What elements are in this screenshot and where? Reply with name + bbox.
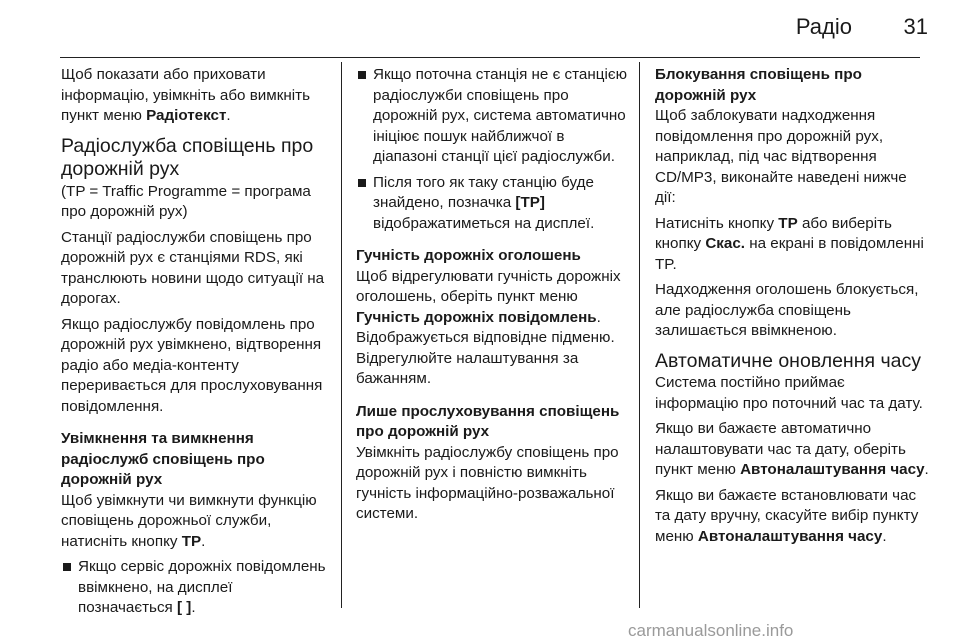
column-1 xyxy=(61,65,331,624)
paragraph-tp-definition: (TP = Traffic Programme = програма про дорожній рух) xyxy=(61,182,311,220)
column-divider-1 xyxy=(341,62,342,608)
paragraph-listen-only: Увімкніть радіослужбу сповіщень про дорожній рух і повністю вимкніть гучність інформаційно-розважальної системи. xyxy=(356,443,619,522)
bullet-square-icon xyxy=(358,71,366,79)
menu-item-auto-time: Автоналаштування часу xyxy=(740,461,925,478)
subheading-traffic-volume: Гучність дорожніх оголошень xyxy=(356,247,581,264)
subheading-block-announcements: Блокування сповіщень про дорожній рух xyxy=(655,66,862,104)
paragraph-rds-stations: Станції радіослужби сповіщень про дорожній рух є станціями RDS, які транслюють новини щодо ситуації на дорогах. xyxy=(61,228,325,307)
paragraph-block-announcements: Щоб заблокувати надходження повідомлення про дорожній рух, наприклад, під час відтворення CD/MP3, виконайте наведені нижче дії: xyxy=(655,107,907,206)
button-ref-tp: TP xyxy=(778,214,798,232)
subheading-listen-only: Лише прослуховування сповіщень про дорожній рух xyxy=(356,402,620,440)
button-ref-cancel: Скас. xyxy=(705,235,746,252)
page-number: 31 xyxy=(903,14,928,39)
display-marker-empty: [ ] xyxy=(176,599,192,616)
section-heading-auto-time: Автоматичне оновлення часу xyxy=(655,349,921,372)
column-2 xyxy=(356,65,628,530)
display-marker-tp: [TP] xyxy=(515,194,545,211)
header-rule xyxy=(60,57,920,58)
column-divider-2 xyxy=(639,62,640,608)
paragraph-traffic-volume: Щоб відрегулювати гучність дорожніх оголошень, оберіть пункт меню Гучність дорожніх повідомлень. Відображується відповідне підменю. Відрегулюйте налаштування за бажанням. xyxy=(356,267,621,387)
bullet-item: Якщо сервіс дорожніх повідомлень ввімкнено, на дисплеї позначається [ ]. xyxy=(61,557,331,619)
subheading-enable-disable: Увімкнення та вимкнення радіослужб сповіщень про дорожній рух xyxy=(61,430,265,488)
paragraph-auto-time: Якщо ви бажаєте автоматично налаштовувати час та дату, оберіть пункт меню Автоналаштування часу. xyxy=(655,420,929,478)
paragraph-radiotext: Щоб показати або приховати інформацію, увімкніть або вимкніть пункт меню Радіотекст. xyxy=(61,66,310,124)
bullet-square-icon xyxy=(358,179,366,187)
bullet-item: Якщо поточна станція не є станцією радіослужби сповіщень про дорожній рух, система автоматично ініціює пошук найближчої в діапазоні станції цієї радіослужби. xyxy=(356,65,628,168)
paragraph-press-tp: Натисніть кнопку TP або виберіть кнопку Скас. на екрані в повідомленні TP. xyxy=(655,214,924,273)
watermark: carmanualsonline.info xyxy=(628,621,794,640)
section-heading-traffic-programme: Радіослужба сповіщень про дорожній рух xyxy=(61,134,314,180)
paragraph-enable-tp: Щоб увімкнути чи вимкнути функцію сповіщень дорожньої служби, натисніть кнопку TP. xyxy=(61,491,317,550)
paragraph-tp-interrupt: Якщо радіослужбу повідомлень про дорожній рух увімкнено, відтворення радіо або медіа-контенту переривається для прослуховування повідомлення. xyxy=(61,315,323,415)
paragraph-time-received: Система постійно приймає інформацію про поточний час та дату. xyxy=(655,374,923,412)
menu-item-radiotext: Радіотекст xyxy=(146,107,227,124)
running-header-title: Радіо xyxy=(795,14,852,39)
bullet-square-icon xyxy=(63,563,71,571)
menu-item-traffic-volume: Гучність дорожніх повідомлень xyxy=(356,308,597,326)
paragraph-manual-time: Якщо ви бажаєте встановлювати час та дату вручну, скасуйте вибір пункту меню Автоналаштування часу. xyxy=(655,486,919,545)
menu-item-auto-time: Автоналаштування часу xyxy=(697,527,883,545)
button-ref-tp: TP xyxy=(181,532,202,550)
column-3 xyxy=(655,65,930,552)
bullet-item: Після того як таку станцію буде знайдено, позначка [TP] відображатиметься на дисплеї. xyxy=(356,173,628,235)
paragraph-blocked: Надходження оголошень блокується, але радіослужба сповіщень залишається ввімкненою. xyxy=(655,281,919,339)
